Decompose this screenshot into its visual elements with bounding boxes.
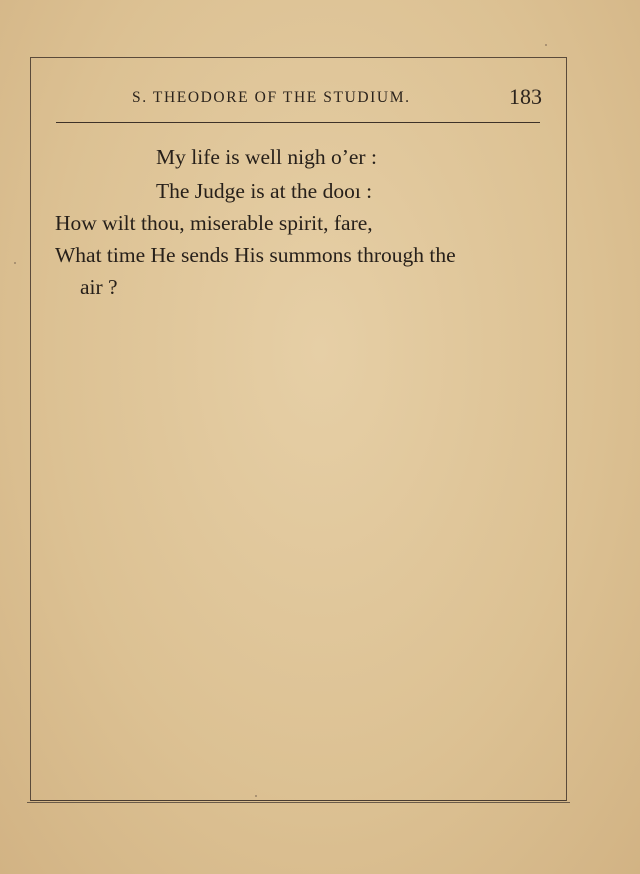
poem-line: What time He sends His summons through the bbox=[55, 243, 456, 267]
paper-speck bbox=[545, 44, 547, 46]
poem-line: The Judge is at the dooı : bbox=[156, 179, 373, 203]
running-title: S. THEODORE OF THE STUDIUM. bbox=[132, 89, 411, 106]
header-rule bbox=[56, 122, 540, 123]
poem-line: How wilt thou, miserable spirit, fare, bbox=[55, 211, 373, 235]
paper-speck bbox=[14, 262, 16, 264]
page-number: 183 bbox=[509, 84, 542, 109]
poem-line: air ? bbox=[80, 275, 118, 299]
running-head bbox=[100, 86, 545, 112]
poem-line: My life is well nigh o’er : bbox=[156, 145, 377, 169]
paper-speck bbox=[255, 795, 257, 797]
